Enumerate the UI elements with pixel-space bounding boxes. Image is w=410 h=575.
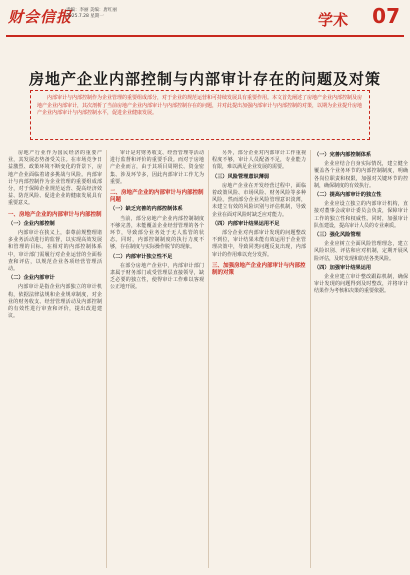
body-paragraph: 在部分房地产企业中，内部审计部门隶属于财务部门或受管理层直接领导，缺乏必要的独立性，使得审计工作难以客观公正地开展。 (110, 262, 204, 291)
column-divider (106, 150, 107, 568)
section-heading: （四）内部审计结果运用不足 (212, 220, 280, 227)
section-heading: （二）企业内部审计 (8, 275, 55, 282)
section-label: 学术 (317, 11, 348, 29)
page-number: 07 (372, 4, 400, 28)
section-heading: （二）内部审计独立性不足 (110, 253, 173, 260)
column-divider (208, 150, 209, 568)
body-paragraph: 企业应树立全面风险管理理念，建立风险识别、评估和应对机制，定期开展风险评估，及时发现和防范各类风险。 (314, 241, 408, 262)
body-paragraph: 房地产行业作为国民经济的重要产业，其发展态势备受关注。在市场竞争日益激烈、政策环境不断变化的背景下，房地产企业面临着诸多挑战与风险。内部审计与内部控制作为企业管理的重要组成部分，对于保障企业规范运营、提高经济效益、防范风险、促进企业的健康发展具有重要意义。 (8, 150, 102, 207)
section-heading: （二）提高内部审计的独立性 (314, 192, 382, 199)
body-paragraph: 另外，部分企业对内部审计工作重视程度不够，审计人员配备不足，专业能力有限，难以满足企业发展的需要。 (212, 150, 306, 171)
masthead-rule (6, 35, 404, 37)
section-heading: （三）风险管理意识薄弱 (212, 173, 270, 180)
section-heading: 一、房地产企业的内部审计与内部控制 (8, 211, 102, 218)
section-heading: 三、加强房地产企业内部审计与内部控制的对策 (212, 262, 306, 277)
section-heading: （一）企业内部控制 (8, 220, 55, 227)
text-column-1 (8, 150, 102, 568)
text-column-3 (212, 150, 306, 568)
section-heading: （一）完善内部控制体系 (314, 152, 372, 158)
body-paragraph: 企业应建立审计整改跟踪机制，确保审计发现的问题得到及时整改，并将审计结果作为考核和决策的重要依据。 (314, 274, 408, 295)
editor-line: 责编：李丽 美编：唐红丽 (66, 8, 117, 13)
date-line: 2025.7.28 星期一 (66, 14, 104, 19)
section-heading: （一）缺乏完善的内部控制体系 (110, 206, 183, 213)
column-divider (310, 150, 311, 568)
body-paragraph: 企业应结合自身实际情况，建立健全覆盖各个业务环节的内部控制制度，明确各岗位职责和权限，加强对关键环节的控制，确保制度的有效执行。 (314, 161, 408, 189)
body-paragraph: 审计是对财务收支、经营管理等活动进行监督和评价的重要手段。而对于房地产企业而言，由于其项目周期长、资金密集、涉及环节多，因此内部审计工作尤为重要。 (110, 150, 204, 185)
body-paragraph: 企业应设立独立的内部审计机构，直接对董事会或审计委员会负责，保障审计工作的独立性和权威性。同时，加强审计队伍建设，提高审计人员的专业素质。 (314, 201, 408, 229)
newspaper-logo: 财会信报 (8, 8, 73, 26)
text-column-4 (314, 150, 408, 568)
body-paragraph: 内部审计在狭义上，泰尊前规整理诸多业务活动进行的监督，以实现高效发展和管理的目标。在相对的内部控制体系中，审计部门需履行对企业运营的全面检查和评估，以规范企业各项经营管理活动。 (8, 230, 102, 273)
body-paragraph: 当前，部分房地产企业内部控制制度不够完善，未能覆盖企业经营管理的各个环节，导致部分业务处于无人监管的状态。同时，内部控制制度的执行力度不够，存在制度与实际操作脱节的现象。 (110, 215, 204, 251)
article-abstract: 内部审计与内部控制作为企业管理的重要组成部分，对于企业的规范运营和可持续发展具有重要作用。本文首先阐述了房地产企业内部控制及房地产企业内部审计，其次剖析了当前房地产企业内部审计与内部控制存在的问题，并对此提出加强内部审计与内部控制的对策，以期为企业提升房地产企业内部审计与内部控制水平，促进企业健康发展。 (30, 90, 370, 140)
article-title: 房地产企业内部控制与内部审计存在的问题及对策 (28, 70, 381, 89)
body-paragraph: 部分企业对内部审计发现的问题整改不到位，审计结果未能有效运用于企业管理决策中，导致同类问题反复出现，内部审计的作用难以充分发挥。 (212, 230, 306, 258)
body-paragraph: 房地产企业在开发经营过程中，面临着政策风险、市场风险、财务风险等多种风险。然而部分企业风险管理意识淡薄，未建立有效的风险识别与评估机制，导致企业在面对风险时缺乏应对能力。 (212, 182, 306, 218)
section-heading: 二、房地产企业的内部审计与内部控制问题 (110, 190, 204, 204)
masthead (0, 0, 410, 38)
masthead-meta (66, 8, 117, 20)
text-column-2 (110, 150, 204, 568)
section-heading: （三）强化风险管理 (314, 232, 361, 239)
section-heading: （四）加强审计结果运用 (314, 264, 372, 271)
body-paragraph: 内部审计是指企业内部独立的审计机构，依据法律法规和企业规章制度，对企业的财务收支、经营管理活动及内部控制的有效性进行审查和评价，提出改进建议。 (8, 284, 102, 320)
